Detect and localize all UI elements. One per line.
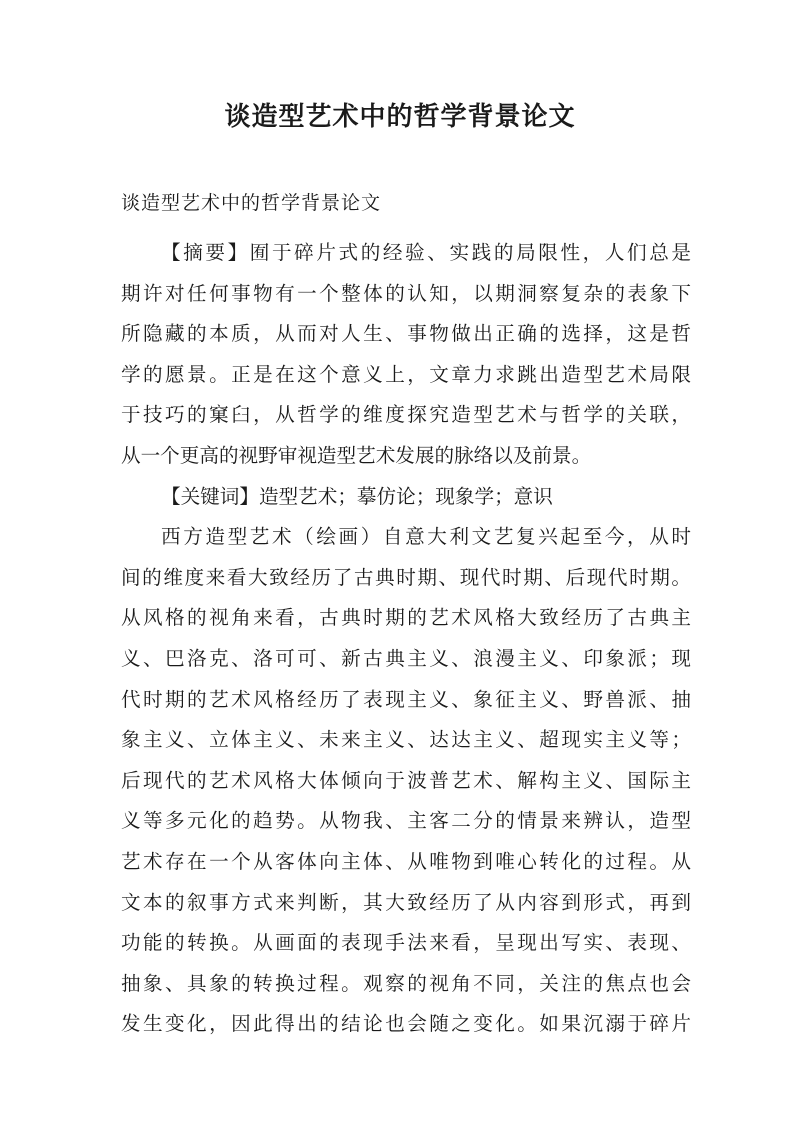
- text-line: 艺术存在一个从客体向主体、从唯物到唯心转化的过程。从: [121, 849, 691, 873]
- text-line: 从风格的视角来看，古典时期的艺术风格大致经历了古典主: [121, 606, 691, 630]
- text-line: 【摘要】囿于碎片式的经验、实践的局限性，人们总是: [161, 241, 691, 264]
- text-line: 抽象、具象的转换过程。观察的视角不同，关注的焦点也会: [121, 971, 691, 995]
- document-title: 谈造型艺术中的哲学背景论文: [224, 102, 576, 132]
- text-line: 间的维度来看大致经历了古典时期、现代时期、后现代时期。: [121, 565, 691, 589]
- text-line: 从一个更高的视野审视造型艺术发展的脉络以及前景。: [121, 443, 592, 467]
- text-line: 于技巧的窠臼，从哲学的维度探究造型艺术与哲学的关联，: [121, 403, 691, 427]
- text-line: 学的愿景。正是在这个意义上，文章力求跳出造型艺术局限: [121, 362, 691, 386]
- document-subtitle: 谈造型艺术中的哲学背景论文: [121, 192, 382, 214]
- text-line: 义、巴洛克、洛可可、新古典主义、浪漫主义、印象派；现: [121, 646, 691, 670]
- text-line: 代时期的艺术风格经历了表现主义、象征主义、野兽派、抽: [121, 687, 691, 711]
- text-line: 所隐藏的本质，从而对人生、事物做出正确的选择，这是哲: [121, 322, 691, 346]
- body-text: [121, 233, 691, 1045]
- text-line: 期许对任何事物有一个整体的认知，以期洞察复杂的表象下: [121, 281, 691, 305]
- text-line: 后现代的艺术风格大体倾向于波普艺术、解构主义、国际主: [121, 768, 691, 792]
- text-line: 功能的转换。从画面的表现手法来看，呈现出写实、表现、: [121, 931, 691, 955]
- text-line: 象主义、立体主义、未来主义、达达主义、超现实主义等；: [121, 728, 691, 752]
- text-line: 【关键词】造型艺术；摹仿论；现象学；意识: [161, 484, 553, 508]
- text-line: 西方造型艺术（绘画）自意大利文艺复兴起至今，从时: [161, 525, 691, 549]
- text-line: 义等多元化的趋势。从物我、主客二分的情景来辨认，造型: [121, 809, 691, 833]
- text-line: 文本的叙事方式来判断，其大致经历了从内容到形式，再到: [121, 890, 691, 914]
- text-line: 发生变化，因此得出的结论也会随之变化。如果沉溺于碎片: [121, 1012, 691, 1036]
